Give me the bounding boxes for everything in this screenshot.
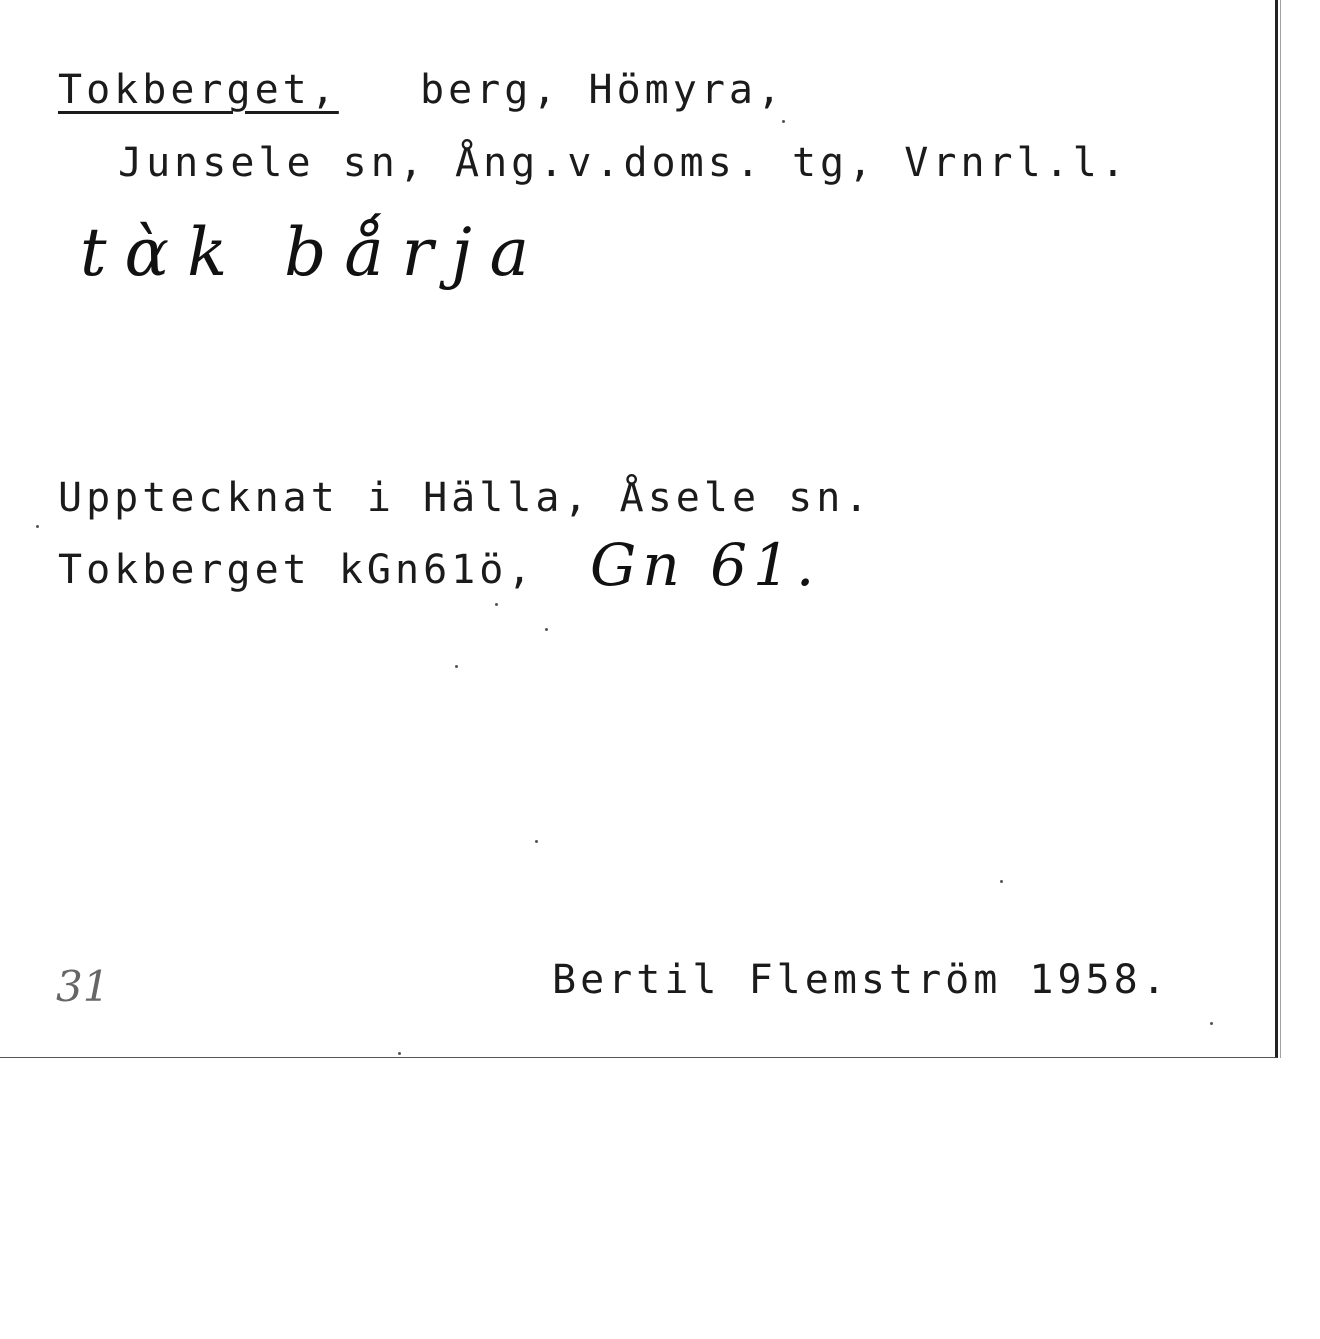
scan-speck [1210,1022,1213,1025]
scan-speck [455,665,458,668]
scan-speck [398,1052,401,1055]
scan-speck [495,603,498,606]
location-line: Junsele sn, Ång.v.doms. tg, Vrnrl.l. [118,140,1129,186]
handwritten-corner-number: 31 [56,962,110,1011]
map-reference-line: Tokberget kGn61ö, [58,547,536,593]
scan-speck [36,525,39,528]
scan-speck [1000,880,1003,883]
scan-speck [535,840,538,843]
handwritten-pronunciation: tɑ̀k bǻrja [80,214,548,291]
headword: Tokberget, [58,67,339,113]
scan-speck [782,120,785,123]
headword-description: berg, Hömyra, [420,67,786,113]
handwritten-map-reference: Gn 61. [590,531,821,599]
scan-speck [545,628,548,631]
recorded-at-line: Upptecknat i Hälla, Åsele sn. [58,475,873,521]
collector-signature: Bertil Flemström 1958. [552,957,1170,1003]
